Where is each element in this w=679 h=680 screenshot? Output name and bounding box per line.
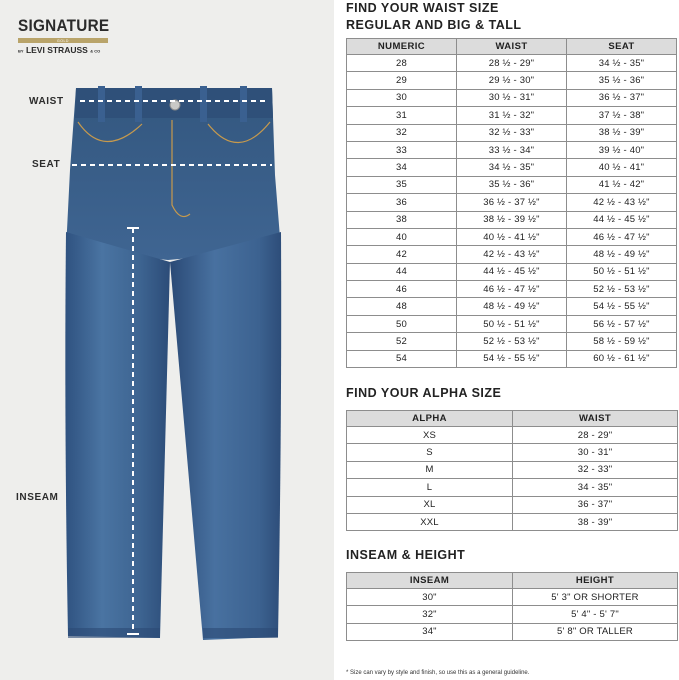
jeans-right-leg (170, 232, 281, 640)
table-row (347, 107, 677, 124)
table-cell: 48 ½ - 49 ½" (457, 298, 567, 315)
column-header: NUMERIC (347, 39, 457, 55)
table-row (347, 141, 677, 158)
table-cell: 39 ½ - 40" (567, 141, 677, 158)
table-cell: 36 - 37" (513, 496, 678, 513)
table-cell: 36 (347, 194, 457, 211)
table-cell: 37 ½ - 38" (567, 107, 677, 124)
table-row (347, 589, 678, 606)
table-cell: 30 - 31" (513, 444, 678, 461)
table-row (347, 333, 677, 350)
table-cell: 32 - 33" (513, 461, 678, 478)
product-image-panel (0, 0, 334, 680)
column-header: ALPHA (347, 411, 513, 427)
table-row (347, 228, 677, 245)
table-cell: 30 ½ - 31" (457, 89, 567, 106)
table-cell: 54 (347, 350, 457, 367)
table-cell: 40 (347, 228, 457, 245)
jeans-left-leg (65, 232, 170, 638)
table-cell: 34" (347, 623, 513, 640)
table-cell: 50 ½ - 51 ½" (457, 315, 567, 332)
table-row (347, 89, 677, 106)
table-row (347, 55, 677, 72)
waist-label: WAIST (29, 96, 64, 107)
table-cell: 44 (347, 263, 457, 280)
table-cell: 36 ½ - 37 ½" (457, 194, 567, 211)
table-header-row (347, 573, 678, 589)
table-row (347, 479, 678, 496)
alpha-section (346, 385, 678, 531)
table-cell: 42 ½ - 43 ½" (567, 194, 677, 211)
table-cell: 40 ½ - 41 ½" (457, 228, 567, 245)
table-cell: 46 ½ - 47 ½" (567, 228, 677, 245)
table-row (347, 281, 677, 298)
table-cell: 5' 4" - 5' 7" (513, 606, 678, 623)
table-row (347, 211, 677, 228)
table-cell: S (347, 444, 513, 461)
table-row (347, 315, 677, 332)
table-cell: 46 ½ - 47 ½" (457, 281, 567, 298)
seat-label: SEAT (32, 159, 61, 170)
table-row (347, 124, 677, 141)
table-row (347, 72, 677, 89)
table-row (347, 194, 677, 211)
table-cell: XXL (347, 513, 513, 530)
table-cell: XS (347, 427, 513, 444)
table-row (347, 159, 677, 176)
table-cell: 38 ½ - 39" (567, 124, 677, 141)
table-cell: 35 ½ - 36" (457, 176, 567, 193)
table-row (347, 427, 678, 444)
table-cell: 34 ½ - 35" (567, 55, 677, 72)
waist-title: FIND YOUR WAIST SIZE (346, 1, 499, 15)
table-row (347, 298, 677, 315)
waist-size-table (346, 38, 677, 368)
table-header-row (347, 39, 677, 55)
column-header: WAIST (457, 39, 567, 55)
column-header: INSEAM (347, 573, 513, 589)
table-cell: 34 (347, 159, 457, 176)
table-cell: 58 ½ - 59 ½" (567, 333, 677, 350)
inseam-height-table (346, 572, 678, 641)
column-header: SEAT (567, 39, 677, 55)
table-cell: 34 - 35" (513, 479, 678, 496)
table-cell: 50 (347, 315, 457, 332)
table-cell: 52 ½ - 53 ½" (567, 281, 677, 298)
table-cell: 28 (347, 55, 457, 72)
table-cell: 30 (347, 89, 457, 106)
inseam-section (346, 547, 678, 641)
waist-subtitle: REGULAR AND BIG & TALL (346, 18, 522, 32)
table-cell: L (347, 479, 513, 496)
inseam-label: INSEAM (16, 492, 59, 503)
table-cell: 29 ½ - 30" (457, 72, 567, 89)
table-cell: 33 ½ - 34" (457, 141, 567, 158)
alpha-size-table (346, 410, 678, 531)
table-cell: M (347, 461, 513, 478)
table-cell: 48 ½ - 49 ½" (567, 246, 677, 263)
table-cell: 38 - 39" (513, 513, 678, 530)
table-row (347, 623, 678, 640)
table-cell: 56 ½ - 57 ½" (567, 315, 677, 332)
table-row (347, 461, 678, 478)
table-cell: 44 ½ - 45 ½" (567, 211, 677, 228)
table-cell: 5' 8" OR TALLER (513, 623, 678, 640)
table-cell: 54 ½ - 55 ½" (567, 298, 677, 315)
table-cell: 31 (347, 107, 457, 124)
table-cell: 5' 3" OR SHORTER (513, 589, 678, 606)
column-header: WAIST (513, 411, 678, 427)
table-cell: 35 (347, 176, 457, 193)
table-cell: 44 ½ - 45 ½" (457, 263, 567, 280)
table-cell: 36 ½ - 37" (567, 89, 677, 106)
table-cell: 54 ½ - 55 ½" (457, 350, 567, 367)
table-cell: 42 (347, 246, 457, 263)
table-cell: 60 ½ - 61 ½" (567, 350, 677, 367)
table-cell: 33 (347, 141, 457, 158)
table-cell: 38 ½ - 39 ½" (457, 211, 567, 228)
table-cell: 32" (347, 606, 513, 623)
table-cell: 41 ½ - 42" (567, 176, 677, 193)
brand-signature-text: SIGNATURE (18, 16, 110, 35)
table-cell: 40 ½ - 41" (567, 159, 677, 176)
table-cell: 48 (347, 298, 457, 315)
table-cell: 52 (347, 333, 457, 350)
table-cell: 32 (347, 124, 457, 141)
table-row (347, 606, 678, 623)
table-cell: 42 ½ - 43 ½" (457, 246, 567, 263)
table-cell: 30" (347, 589, 513, 606)
waist-section (346, 0, 677, 368)
table-row (347, 176, 677, 193)
table-row (347, 496, 678, 513)
table-cell: 50 ½ - 51 ½" (567, 263, 677, 280)
column-header: HEIGHT (513, 573, 678, 589)
table-row (347, 350, 677, 367)
table-row (347, 444, 678, 461)
alpha-title: FIND YOUR ALPHA SIZE (346, 386, 502, 400)
table-cell: XL (347, 496, 513, 513)
table-cell: 29 (347, 72, 457, 89)
table-cell: 46 (347, 281, 457, 298)
table-row (347, 246, 677, 263)
table-cell: 35 ½ - 36" (567, 72, 677, 89)
table-row (347, 513, 678, 530)
footnote: * Size can vary by style and finish, so use this as a general guideline. (346, 670, 530, 676)
table-cell: 31 ½ - 32" (457, 107, 567, 124)
brand-levi-text: BY LEVI STRAUSS & CO (18, 45, 101, 55)
table-cell: 32 ½ - 33" (457, 124, 567, 141)
table-header-row (347, 411, 678, 427)
table-cell: 28 ½ - 29" (457, 55, 567, 72)
table-row (347, 263, 677, 280)
inseam-title: INSEAM & HEIGHT (346, 548, 466, 562)
brand-gold-bar: GOLD (18, 38, 108, 43)
table-cell: 52 ½ - 53 ½" (457, 333, 567, 350)
table-cell: 28 - 29" (513, 427, 678, 444)
table-cell: 34 ½ - 35" (457, 159, 567, 176)
table-cell: 38 (347, 211, 457, 228)
